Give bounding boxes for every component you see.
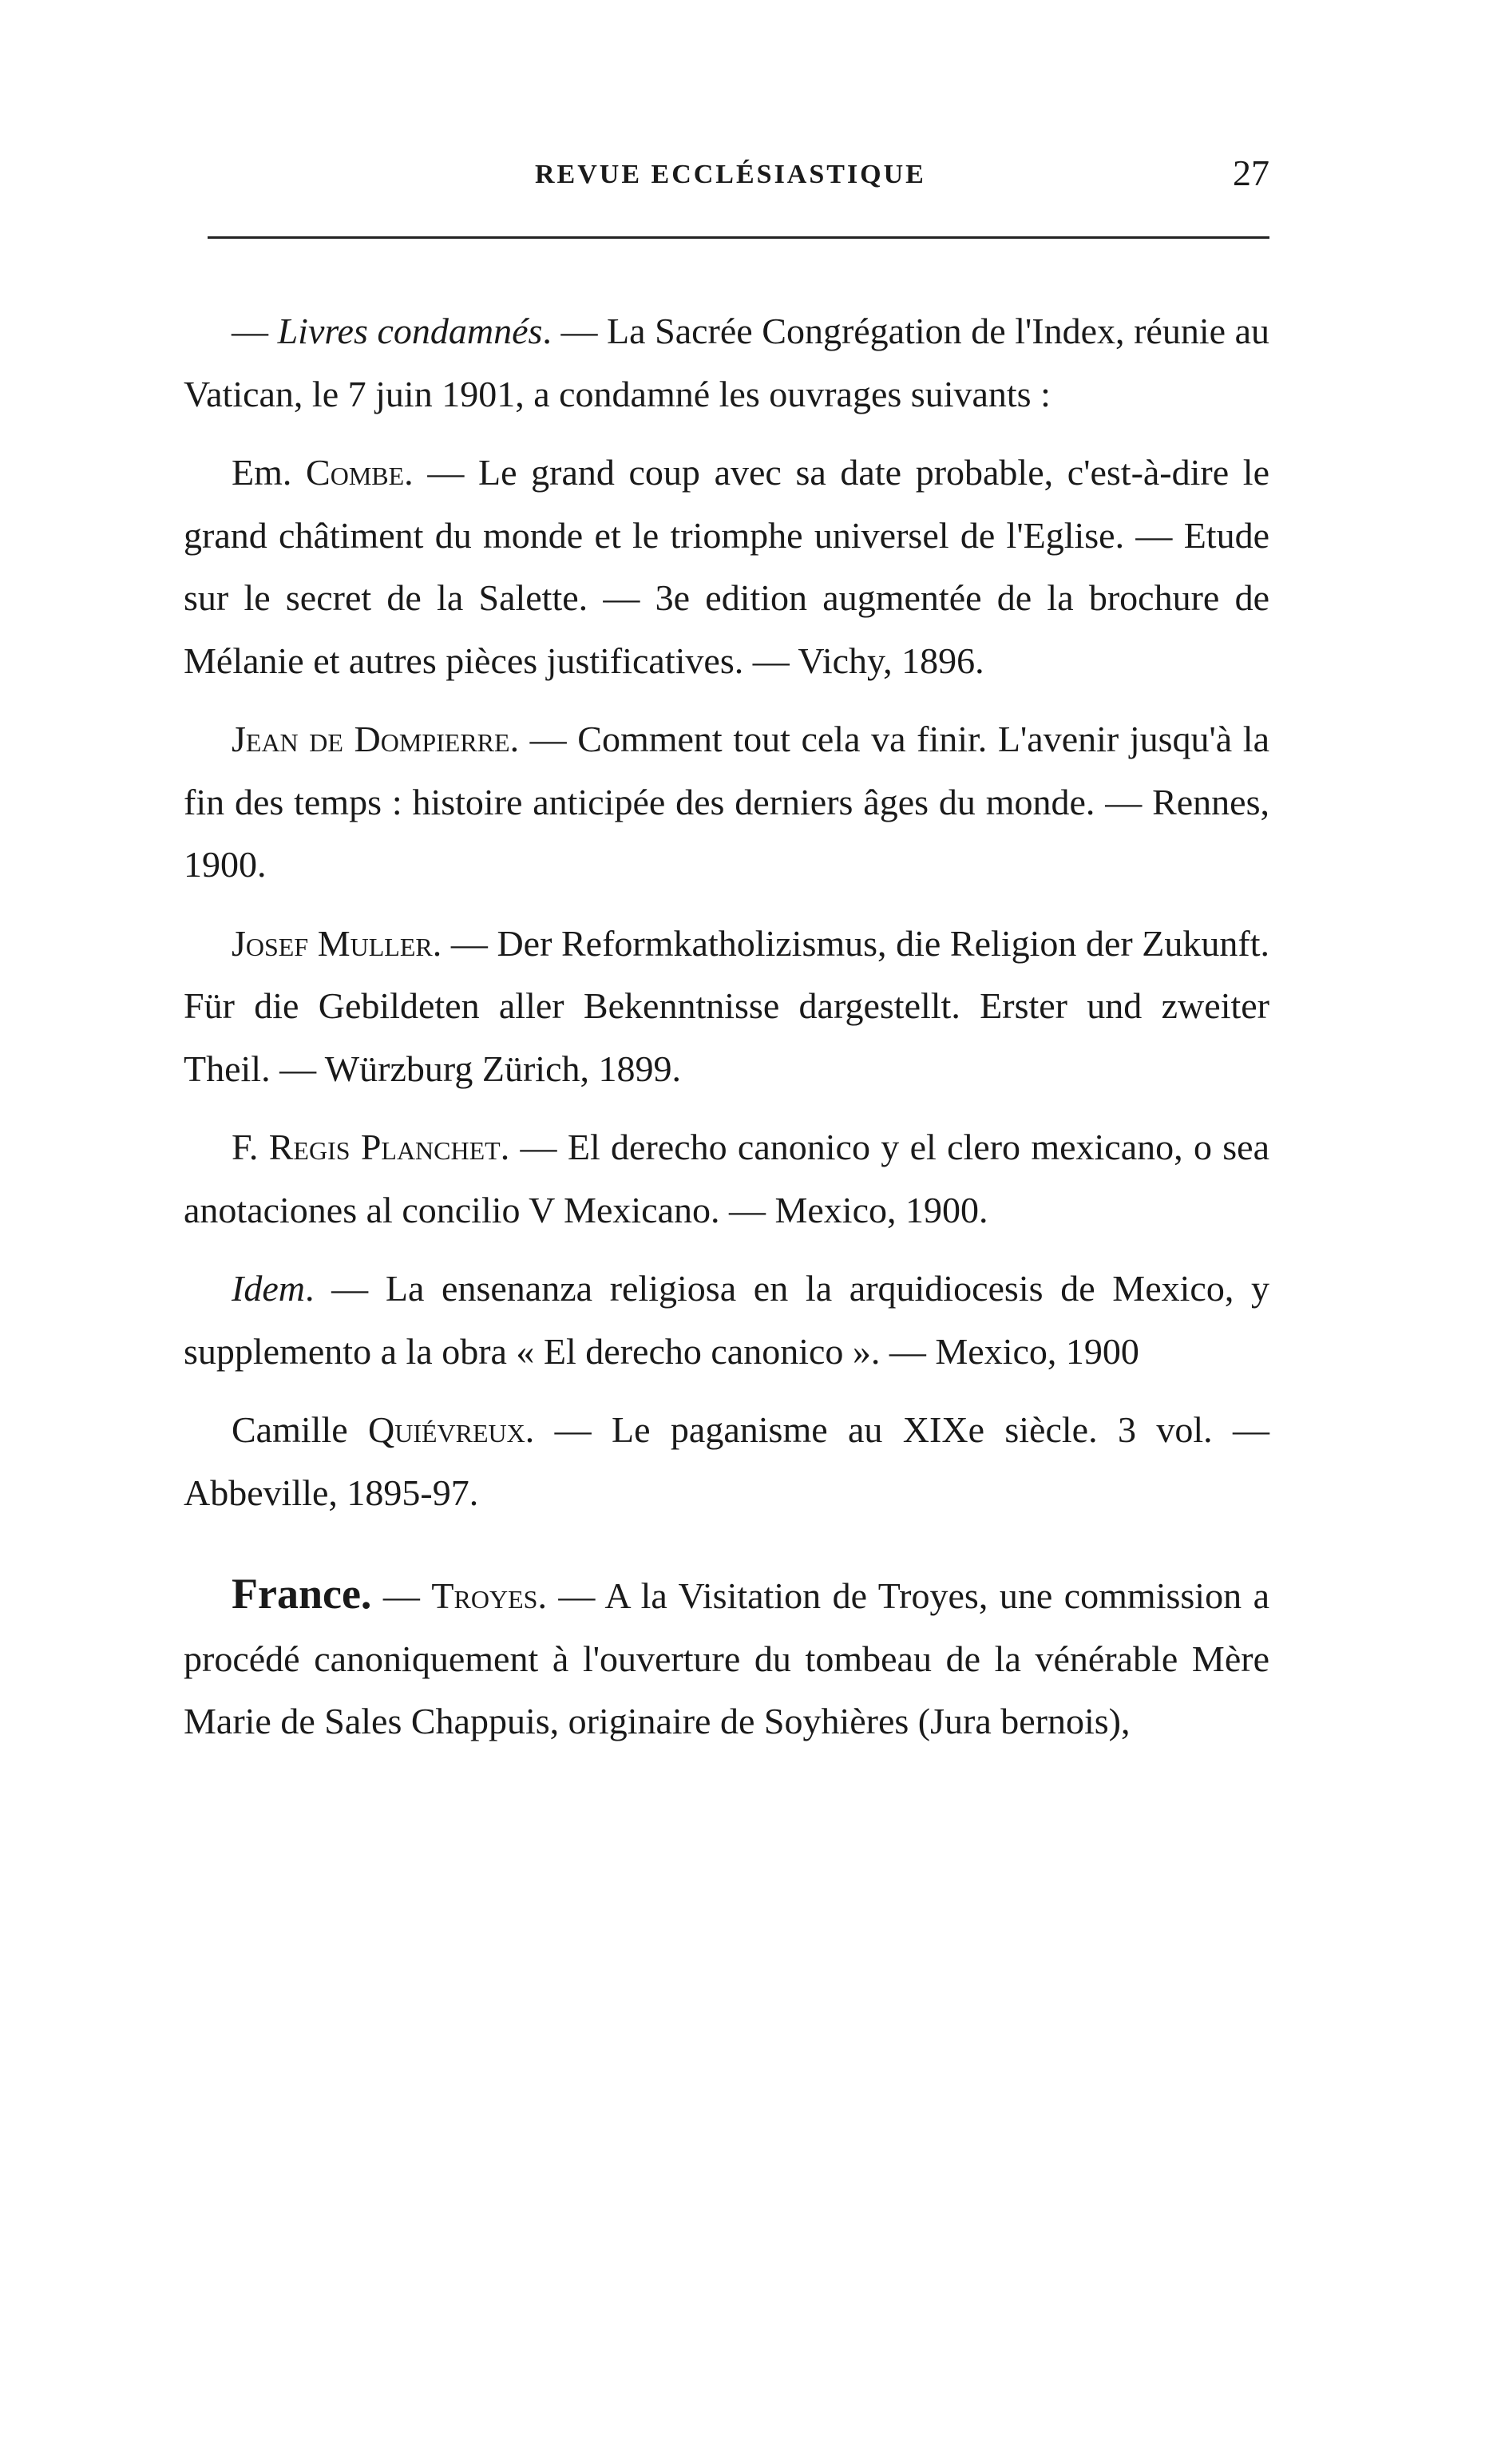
running-head: REVUE ECCLÉSIASTIQUE — [535, 160, 926, 189]
entry-text: . — Le grand coup avec sa date probable, c'est-à-dire le grand châtiment du monde et le triomphe universel de l'Eglise. — Etude sur le secret de la Salette. — 3e edition augmentée de la brochure de Mélanie et autres pièces justificatives. — Vichy, 1896. — [184, 452, 1269, 681]
entry-text: . — Comment tout cela va finir. L'avenir jusqu'à la fin des temps : histoire anticipée des derniers âges du monde. — Rennes, 1900. — [184, 719, 1270, 885]
entry-text: . — El derecho canonico y el clero mexicano, o sea anotaciones al concilio V Mexicano. — Mexico, 1900. — [184, 1127, 1269, 1230]
author-name-dompierre: Jean de Dompierre — [232, 719, 510, 759]
entry-lead: Em. — [232, 452, 307, 493]
main-text — [184, 300, 1269, 1753]
author-name-muller: Josef Muller — [232, 922, 433, 964]
header-rule — [208, 236, 1269, 239]
author-name-quievreux: Quiévreux — [368, 1409, 525, 1450]
entry-text: . — Der Reformkatholizismus, die Religion der Zukunft. Für die Gebildeten aller Bekenntnisse dargestellt. Erster und zweiter Theil. — Würzburg Zürich, 1899. — [184, 922, 1269, 1089]
page-header — [184, 152, 1269, 200]
entry-lead: F. — [232, 1127, 269, 1167]
entry-planchet — [184, 1116, 1269, 1242]
author-name-combe: Combe — [306, 452, 405, 493]
entry-lead: — — [232, 311, 278, 351]
entry-livres-condamnes — [184, 300, 1269, 426]
entry-idem — [184, 1258, 1269, 1383]
entry-text: . — Le paganisme au XIXe siècle. 3 vol. — Abbeville, 1895-97. — [184, 1409, 1269, 1513]
section-heading-france: France. — [232, 1570, 372, 1618]
entry-dompierre — [184, 708, 1269, 897]
entry-muller — [184, 913, 1269, 1101]
heading-dash: — — [371, 1575, 432, 1616]
entry-text: . — La ensenanza religiosa en la arquidiocesis de Mexico, y supplemento a la obra « El derecho canonico ». — Mexico, 1900 — [184, 1268, 1269, 1372]
book-page — [184, 152, 1270, 1741]
author-name-planchet: Regis Planchet — [268, 1127, 501, 1167]
page-number: 27 — [1233, 153, 1269, 193]
france-text: . — A la Visitation de Troyes, une commission a procédé canoniquement à l'ouverture du tombeau de la vénérable Mère Marie de Sales Chappuis, originaire de Soyhières (Jura bernois), — [184, 1575, 1269, 1741]
entry-quievreux — [184, 1399, 1269, 1524]
place-name-troyes: Troyes — [431, 1575, 538, 1616]
entry-title-livres-condamnes: Livres condamnés — [277, 311, 543, 351]
entry-text: . — La Sacrée Congrégation de l'Index, réunie au Vatican, le 7 juin 1901, a condamné les ouvrages suivants : — [184, 311, 1270, 414]
author-name-idem: Idem — [232, 1268, 305, 1309]
entry-combe — [184, 442, 1269, 692]
entry-lead: Camille — [232, 1409, 369, 1450]
france-paragraph — [184, 1563, 1269, 1753]
